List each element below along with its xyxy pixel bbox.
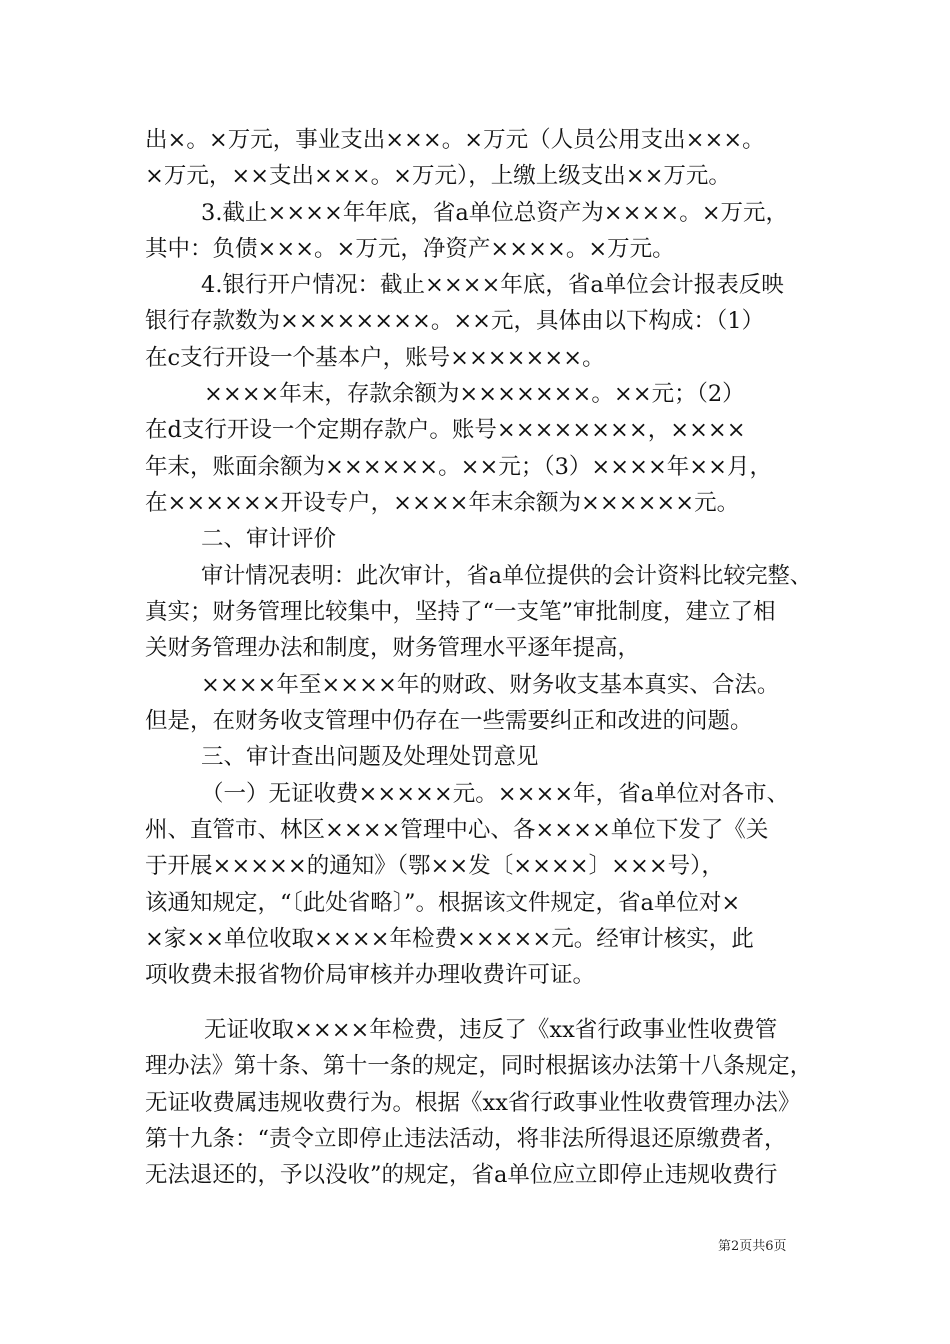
text-line: 项收费未报省物价局审核并办理收费许可证。: [145, 962, 596, 988]
text-line: ×家××单位收取××××年检费×××××元。经审计核实，此: [145, 926, 754, 952]
text-line: ×万元，××支出×××。×万元），上缴上级支出××万元。: [145, 163, 731, 189]
text-line: 无证收取××××年检费，违反了《xx省行政事业性收费管: [204, 1017, 778, 1043]
text-line: 但是，在财务收支管理中仍存在一些需要纠正和改进的问题。: [145, 708, 753, 734]
text-line: 理办法》第十条、第十一条的规定，同时根据该办法第十八条规定，: [145, 1053, 812, 1079]
text-line: 年末，账面余额为××××××。××元；（3）××××年××月，: [145, 454, 773, 480]
text-line: 于开展×××××的通知》（鄂××发〔××××〕×××号），: [145, 853, 724, 879]
text-line: 真实；财务管理比较集中，坚持了“一支笔”审批制度，建立了相: [145, 599, 776, 625]
section-heading: 二、审计评价: [201, 526, 337, 552]
text-line: 审计情况表明：此次审计，省a单位提供的会计资料比较完整、: [201, 563, 812, 589]
text-line: 其中：负债×××。×万元，净资产××××。×万元。: [145, 236, 675, 262]
text-line: 无证收费属违规收费行为。根据《xx省行政事业性收费管理办法》: [145, 1090, 801, 1116]
text-line: 4.银行开户情况：截止××××年底，省a单位会计报表反映: [201, 272, 784, 298]
page-number: 第2页共6页: [718, 1239, 787, 1254]
text-line: 关财务管理办法和制度，财务管理水平逐年提高，: [145, 635, 641, 661]
text-line: 3.截止××××年年底，省a单位总资产为××××。×万元，: [201, 200, 789, 226]
text-line: 无法退还的，予以没收”的规定，省a单位应立即停止违规收费行: [145, 1162, 778, 1188]
text-line: 州、直管市、林区××××管理中心、各××××单位下发了《关: [145, 817, 769, 843]
text-line: 出×。×万元，事业支出×××。×万元（人员公用支出×××。: [145, 127, 765, 153]
text-line: ××××年至××××年的财政、财务收支基本真实、合法。: [201, 672, 780, 698]
text-line: 银行存款数为××××××××。××元，具体由以下构成：（1）: [145, 308, 765, 334]
section-heading: 三、审计查出问题及处理处罚意见: [201, 744, 539, 770]
text-line: 该通知规定，“〔此处省略〕”。根据该文件规定，省a单位对×: [145, 890, 741, 916]
text-line: （一）无证收费×××××元。××××年，省a单位对各市、: [201, 781, 790, 807]
text-line: 第十九条：“责令立即停止违法活动，将非法所得退还原缴费者，: [145, 1126, 787, 1152]
text-line: ××××年末，存款余额为×××××××。××元；（2）: [204, 381, 745, 407]
text-line: 在d支行开设一个定期存款户。账号××××××××，××××: [145, 417, 746, 443]
text-line: 在c支行开设一个基本户，账号×××××××。: [145, 345, 605, 371]
text-line: 在××××××开设专户，××××年末余额为××××××元。: [145, 490, 740, 516]
